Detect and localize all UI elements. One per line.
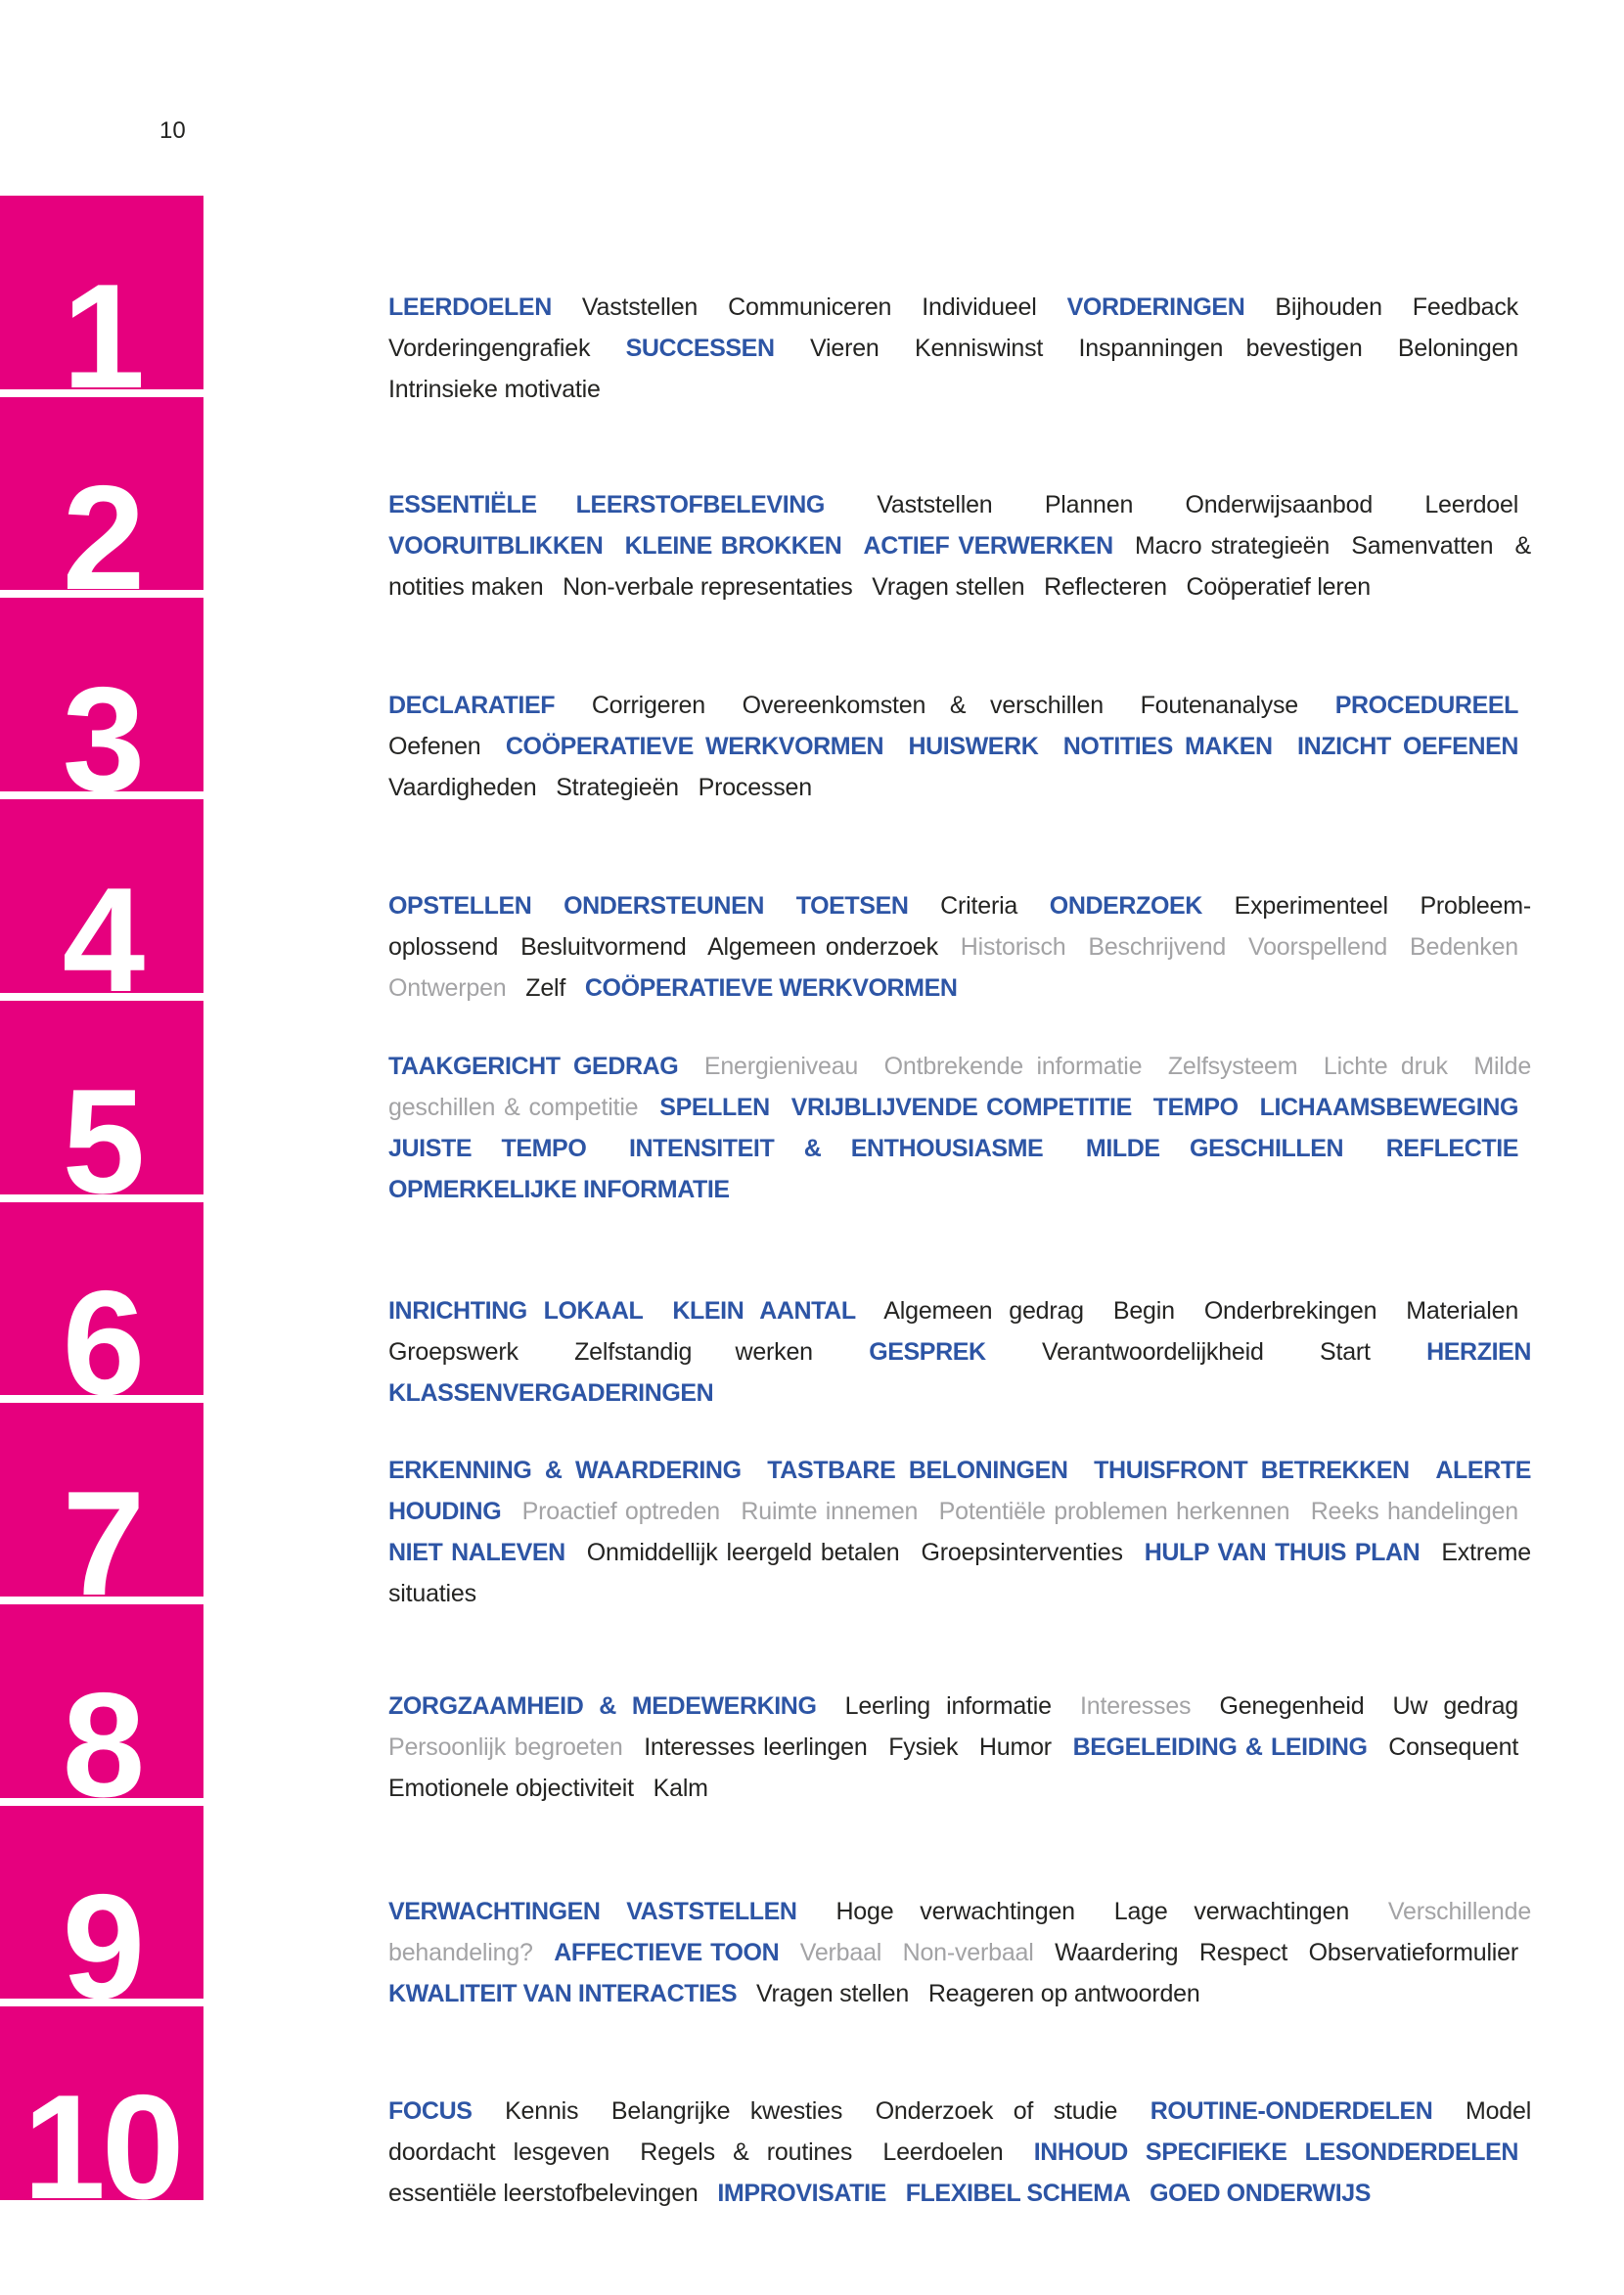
chapter-number: 10 (23, 2064, 181, 2201)
keyword-term: Bedenken (1410, 933, 1519, 961)
keyword-term: Reeks handelingen (1310, 1498, 1518, 1525)
chapter-number: 6 (62, 1259, 142, 1396)
keyword-term: Vragen stellen (755, 1980, 910, 2007)
keyword-term: LEERDOELEN (388, 293, 552, 321)
chapter-tab-9 (0, 1806, 203, 2000)
keyword-term: Vaardigheden (388, 774, 537, 801)
keyword-block-9 (388, 1891, 1531, 2014)
keyword-term: Leerdoel (1424, 491, 1519, 518)
keyword-term: Ontwerpen (388, 974, 507, 1002)
keyword-term: GESPREK (869, 1338, 986, 1366)
keyword-block-1 (388, 287, 1531, 410)
keyword-term: VRIJBLIJVENDE COMPETITIE (790, 1094, 1132, 1121)
chapter-tab-2 (0, 397, 203, 591)
keyword-term: Experimenteel (1234, 892, 1388, 920)
keyword-term: & notities maken (388, 532, 1532, 601)
keyword-term: Bijhouden (1275, 293, 1382, 321)
keyword-term: Onderbrekingen (1203, 1297, 1377, 1325)
keyword-term: SUCCESSEN (625, 335, 775, 362)
chapter-number: 4 (62, 857, 142, 993)
keyword-term: ONDERZOEK (1049, 892, 1202, 920)
keyword-term: JUISTE TEMPO (388, 1135, 587, 1162)
keyword-term: Onmiddellijk leergeld betalen (586, 1539, 900, 1566)
keyword-term: Probleem-oplossend (388, 892, 1531, 961)
chapter-number: 3 (62, 655, 142, 792)
keyword-term: BEGELEIDING & LEIDING (1072, 1733, 1368, 1761)
chapter-number: 7 (62, 1461, 142, 1597)
keyword-term: INTENSITEIT & ENTHOUSIASME (628, 1135, 1044, 1162)
keyword-term: VORDERINGEN (1066, 293, 1245, 321)
keyword-term: ERKENNING & WAARDERING (388, 1457, 742, 1484)
keyword-term: Ontbrekende informatie (883, 1053, 1143, 1080)
keyword-term: Persoonlijk begroeten (388, 1733, 623, 1761)
keyword-term: Groepsinterventies (921, 1539, 1123, 1566)
keyword-term: Coöperatief leren (1186, 573, 1371, 601)
keyword-term: INRICHTING LOKAAL (388, 1297, 644, 1325)
keyword-term: Belangrijke kwesties (610, 2097, 843, 2125)
keyword-term: NOTITIES MAKEN (1062, 733, 1273, 760)
keyword-term: HUISWERK (908, 733, 1039, 760)
keyword-term: PROCEDUREEL (1334, 692, 1518, 719)
keyword-term: Energieniveau (703, 1053, 859, 1080)
keyword-term: INZICHT OEFENEN (1297, 733, 1519, 760)
keyword-term: Individueel (922, 293, 1037, 321)
keyword-term: Beschrijvend (1088, 933, 1227, 961)
keyword-term: Kalm (653, 1775, 708, 1802)
keyword-term: Beloningen (1397, 335, 1519, 362)
keyword-term: Communiceren (728, 293, 892, 321)
keyword-term: essentiële leerstofbelevingen (388, 2180, 699, 2207)
chapter-number: 2 (62, 454, 142, 591)
keyword-term: Regels & routines (640, 2138, 853, 2166)
keyword-term: KLEIN AANTAL (672, 1297, 856, 1325)
keyword-term: Oefenen (388, 733, 481, 760)
keyword-term: REFLECTIE (1385, 1135, 1519, 1162)
keyword-term: Vieren (809, 335, 880, 362)
chapter-number: 1 (62, 253, 142, 389)
chapter-tab-10 (0, 2006, 203, 2200)
page-number: 10 (159, 117, 186, 144)
keyword-term: Historisch (960, 933, 1066, 961)
keyword-term: COÖPERATIEVE WERKVORMEN (584, 974, 958, 1002)
keyword-term: AFFECTIEVE TOON (554, 1939, 780, 1966)
keyword-block-3 (388, 685, 1531, 808)
chapter-tab-4 (0, 799, 203, 993)
keyword-term: TAAKGERICHT GEDRAG (388, 1053, 679, 1080)
keyword-term: TEMPO (1152, 1094, 1239, 1121)
chapter-tab-1 (0, 196, 203, 389)
keyword-term: Samenvatten (1351, 532, 1494, 560)
chapter-tab-7 (0, 1403, 203, 1597)
keyword-term: Intrinsieke motivatie (388, 376, 601, 403)
keyword-term: Overeenkomsten & verschillen (742, 692, 1104, 719)
keyword-term: Strategieën (556, 774, 679, 801)
chapter-number: 9 (62, 1863, 142, 2000)
keyword-term: Hoge verwachtingen (835, 1898, 1075, 1925)
chapter-tab-6 (0, 1202, 203, 1396)
chapter-tab-5 (0, 1001, 203, 1194)
keyword-term: Algemeen gedrag (883, 1297, 1084, 1325)
keyword-term: Non-verbaal (902, 1939, 1034, 1966)
keyword-term: Plannen (1044, 491, 1134, 518)
keyword-term: Extreme situaties (388, 1539, 1531, 1607)
keyword-term: Reflecteren (1044, 573, 1167, 601)
keyword-term: Interesses leerlingen (644, 1733, 868, 1761)
keyword-block-2 (388, 484, 1531, 608)
keyword-term: Besluitvormend (520, 933, 687, 961)
keyword-term: Vragen stellen (872, 573, 1025, 601)
keyword-term: DECLARATIEF (388, 692, 556, 719)
keyword-term: Model doordacht lesgeven (388, 2097, 1532, 2166)
keyword-term: LICHAAMSBEWEGING (1259, 1094, 1519, 1121)
keyword-term: INHOUD SPECIFIEKE LESONDERDELEN (1033, 2138, 1519, 2166)
keyword-term: Fysiek (888, 1733, 959, 1761)
keyword-block-10 (388, 2091, 1531, 2214)
keyword-term: MILDE GESCHILLEN (1085, 1135, 1344, 1162)
keyword-term: HERZIEN KLASSENVERGADERINGEN (388, 1338, 1532, 1407)
keyword-term: Observatieformulier (1308, 1939, 1518, 1966)
keyword-term: Corrigeren (591, 692, 705, 719)
keyword-term: Vaststellen (581, 293, 699, 321)
keyword-term: Humor (978, 1733, 1052, 1761)
keyword-term: Algemeen onderzoek (707, 933, 938, 961)
keyword-term: Milde geschillen & competitie (388, 1053, 1532, 1121)
keyword-term: KLEINE BROKKEN (624, 532, 842, 560)
keyword-term: FLEXIBEL SCHEMA (905, 2180, 1131, 2207)
keyword-term: Potentiële problemen herkennen (938, 1498, 1290, 1525)
keyword-block-8 (388, 1686, 1531, 1809)
keyword-term: ZORGZAAMHEID & MEDEWERKING (388, 1692, 817, 1720)
keyword-term: Verantwoordelijkheid (1041, 1338, 1264, 1366)
keyword-term: Zelfstandig werken (574, 1338, 813, 1366)
keyword-term: VERWACHTINGEN VASTSTELLEN (388, 1898, 797, 1925)
keyword-term: Zelf (525, 974, 566, 1002)
keyword-term: Reageren op antwoorden (927, 1980, 1200, 2007)
keyword-term: TASTBARE BELONINGEN (767, 1457, 1068, 1484)
keyword-block-5 (388, 1046, 1531, 1210)
keyword-term: Consequent (1388, 1733, 1519, 1761)
keyword-term: Kenniswinst (914, 335, 1044, 362)
keyword-term: Voorspellend (1247, 933, 1388, 961)
keyword-term: Waardering (1055, 1939, 1179, 1966)
keyword-term: Vorderingengrafiek (388, 335, 591, 362)
keyword-term: Vaststellen (877, 491, 993, 518)
keyword-term: Ruimte innemen (741, 1498, 919, 1525)
chapter-number-sidebar (0, 196, 203, 2200)
keyword-term: HULP VAN THUIS PLAN (1144, 1539, 1421, 1566)
keyword-term: IMPROVISATIE (717, 2180, 886, 2207)
keyword-term: Genegenheid (1219, 1692, 1365, 1720)
keyword-term: Macro strategieën (1134, 532, 1331, 560)
chapter-number: 5 (62, 1058, 142, 1194)
chapter-tab-8 (0, 1604, 203, 1798)
keyword-block-6 (388, 1290, 1531, 1414)
keyword-term: Verschillende behandeling? (388, 1898, 1532, 1966)
keyword-term: NIET NALEVEN (388, 1539, 565, 1566)
keyword-term: Respect (1198, 1939, 1288, 1966)
keyword-term: Begin (1112, 1297, 1175, 1325)
keyword-term: Emotionele objectiviteit (388, 1775, 634, 1802)
keyword-term: ROUTINE-ONDERDELEN (1150, 2097, 1433, 2125)
keyword-block-7 (388, 1450, 1531, 1614)
keyword-term: Onderzoek of studie (875, 2097, 1118, 2125)
keyword-term: FOCUS (388, 2097, 473, 2125)
chapter-number: 8 (62, 1662, 142, 1798)
keyword-term: ACTIEF VERWERKEN (863, 532, 1113, 560)
chapter-tab-3 (0, 598, 203, 791)
keyword-term: Inspanningen bevestigen (1078, 335, 1363, 362)
keyword-term: Leerdoelen (882, 2138, 1004, 2166)
keyword-term: Onderwijsaanbod (1185, 491, 1374, 518)
keyword-term: Groepswerk (388, 1338, 519, 1366)
keyword-term: Lichte druk (1323, 1053, 1448, 1080)
keyword-term: Criteria (940, 892, 1018, 920)
keyword-term: KWALITEIT VAN INTERACTIES (388, 1980, 738, 2007)
keyword-term: Kennis (505, 2097, 579, 2125)
keyword-term: Proactief optreden (521, 1498, 720, 1525)
keyword-term: Lage verwachtingen (1113, 1898, 1350, 1925)
keyword-term: ESSENTIËLE LEERSTOFBELEVING (388, 491, 825, 518)
keyword-term: TOETSEN (795, 892, 909, 920)
keyword-term: Feedback (1412, 293, 1518, 321)
keyword-term: COÖPERATIEVE WERKVORMEN (505, 733, 884, 760)
keyword-term: Uw gedrag (1392, 1692, 1519, 1720)
keyword-term: OPSTELLEN (388, 892, 532, 920)
keyword-term: ALERTE HOUDING (388, 1457, 1531, 1525)
keyword-term: Foutenanalyse (1140, 692, 1299, 719)
keyword-term: Start (1320, 1338, 1371, 1366)
keyword-block-4 (388, 885, 1531, 1009)
keyword-term: OPMERKELIJKE INFORMATIE (388, 1176, 730, 1203)
keyword-term: Verbaal (799, 1939, 882, 1966)
keyword-term: ONDERSTEUNEN (564, 892, 765, 920)
keyword-term: Materialen (1406, 1297, 1519, 1325)
keyword-term: Leerling informatie (844, 1692, 1052, 1720)
keyword-term: Interesses (1080, 1692, 1192, 1720)
keyword-term: Processen (698, 774, 812, 801)
keyword-term: SPELLEN (659, 1094, 770, 1121)
keyword-term: GOED ONDERWIJS (1150, 2180, 1372, 2207)
keyword-term: THUISFRONT BETREKKEN (1094, 1457, 1410, 1484)
keyword-term: VOORUITBLIKKEN (388, 532, 604, 560)
keyword-term: Non-verbale representaties (563, 573, 853, 601)
keyword-term: Zelfsysteem (1167, 1053, 1298, 1080)
